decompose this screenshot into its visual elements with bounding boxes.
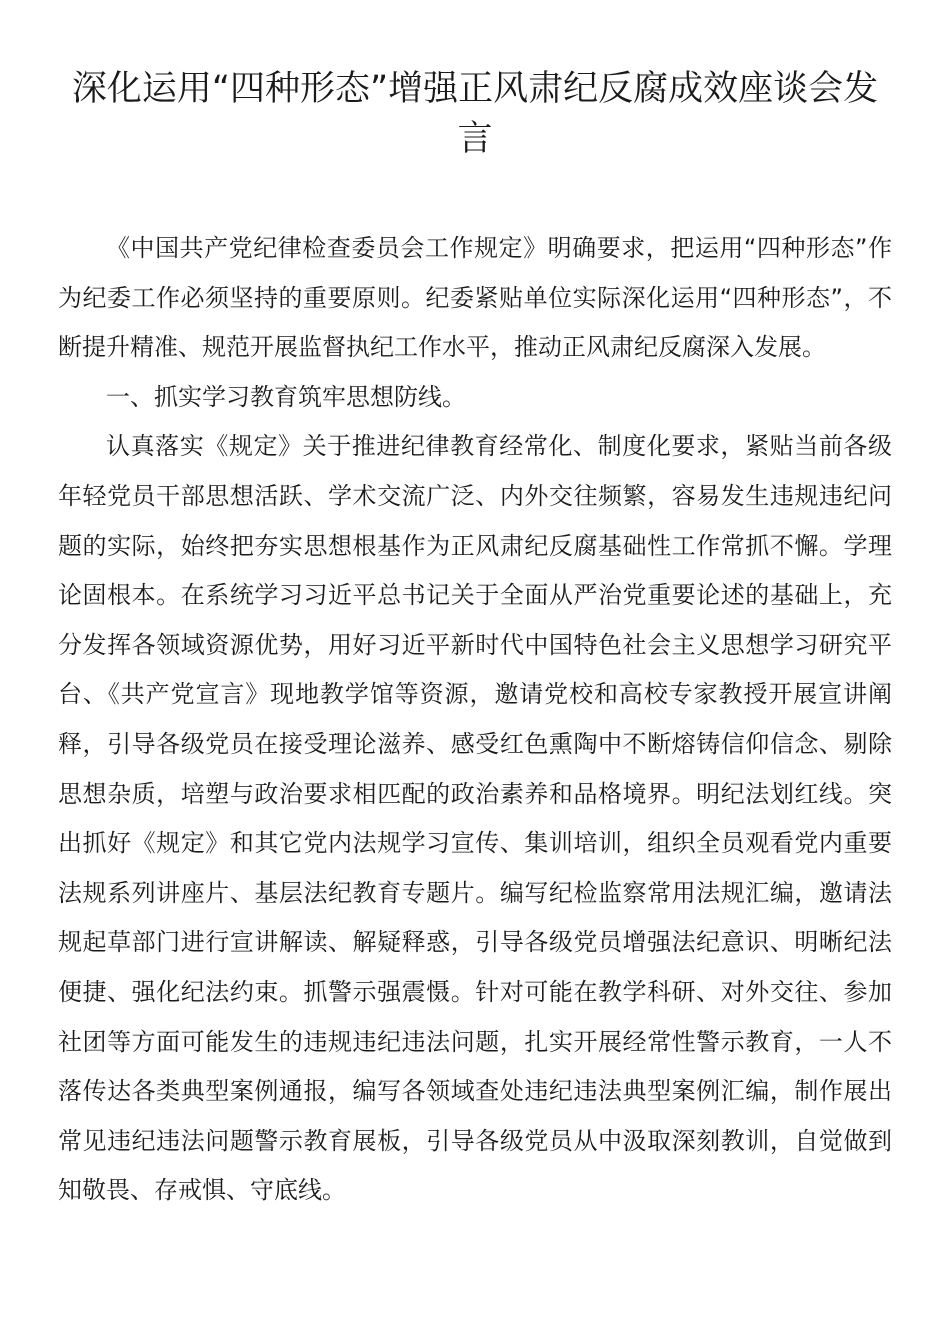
- intro-paragraph: 《中国共产党纪律检查委员会工作规定》明确要求，把运用“四种形态”作为纪委工作必须坚持的重要原则。纪委紧贴单位实际深化运用“四种形态”，不断提升精准、规范开展监督执纪工作水平，推动正风肃纪反腐深入发展。: [58, 234, 892, 362]
- document-title: 深化运用“四种形态”增强正风肃纪反腐成效座谈会发言: [71, 69, 879, 159]
- document-body: [58, 224, 892, 1216]
- section-heading: 一、抓实学习教育筑牢思想防线。: [106, 382, 466, 411]
- section-paragraph: 认真落实《规定》关于推进纪律教育经常化、制度化要求，紧贴当前各级年轻党员干部思想活跃、学术交流广泛、内外交往频繁，容易发生违规违纪问题的实际，始终把夯实思想根基作为正风肃纪反腐基础性工作常抓不懈。学理论固根本。在系统学习习近平总书记关于全面从严治党重要论述的基础上，充分发挥各领域资源优势，用好习近平新时代中国特色社会主义思想学习研究平台、《共产党宣言》现地教学馆等资源，邀请党校和高校专家教授开展宣讲阐释，引导各级党员在接受理论滋养、感受红色熏陶中不断熔铸信仰信念、剔除思想杂质，培塑与政治要求相匹配的政治素养和品格境界。明纪法划红线。突出抓好《规定》和其它党内法规学习宣传、集训培训，组织全员观看党内重要法规系列讲座片、基层法纪教育专题片。编写纪检监察常用法规汇编，邀请法规起草部门进行宣讲解读、解疑释惑，引导各级党员增强法纪意识、明晰纪法便捷、强化纪法约束。抓警示强震慑。针对可能在教学科研、对外交往、参加社团等方面可能发生的违规违纪违法问题，扎实开展经常性警示教育，一人不落传达各类典型案例通报，编写各领域查处违纪违法典型案例汇编，制作展出常见违纪违法问题警示教育展板，引导各级党员从中汲取深刻教训，自觉做到知敬畏、存戒惧、守底线。: [58, 432, 892, 1205]
